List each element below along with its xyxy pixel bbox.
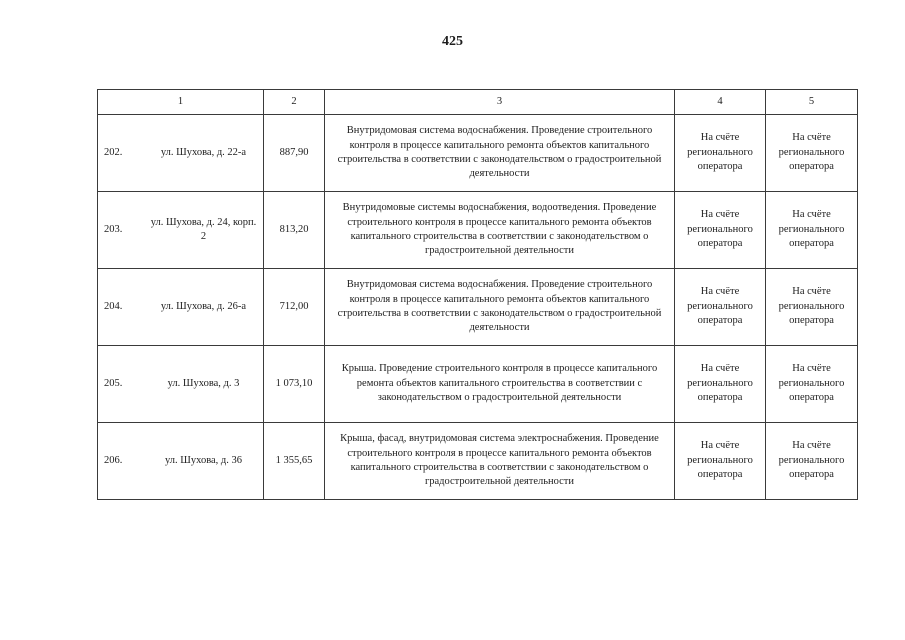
row-number: 203. [104,223,123,235]
number-address-cell [98,115,264,192]
header-cell: 4 [675,90,766,115]
row-number: 202. [104,146,123,158]
header-cell: 5 [766,90,858,115]
number-address-cell [98,423,264,500]
address: ул. Шухова, д. 3 [167,377,240,389]
funding-source-cell: На счёте регионального оператора [675,346,766,423]
work-description-cell: Крыша, фасад, внутридомовая система электроснабжения. Проведение строительного контроля в процессе капитального ремонта объектов капитального строительства в соответствии с законодательством о градостроительной деятельности [325,423,675,500]
account-cell: На счёте регионального оператора [766,192,858,269]
work-description-cell: Внутридомовые системы водоснабжения, водоотведения. Проведение строительного контроля в процессе капитального ремонта объектов капитального строительства в соответствии с законодательством о градостроительной деятельности [325,192,675,269]
work-description-cell: Внутридомовая система водоснабжения. Проведение строительного контроля в процессе капитального ремонта объектов капитального строительства в соответствии с законодательством о градостроительной деятельности [325,115,675,192]
area-cell: 887,90 [264,115,325,192]
table-row [98,423,858,500]
capital-repair-table [97,89,858,500]
area-cell: 813,20 [264,192,325,269]
table-row [98,115,858,192]
account-cell: На счёте регионального оператора [766,269,858,346]
funding-source-cell: На счёте регионального оператора [675,115,766,192]
row-number: 205. [104,377,123,389]
area-cell: 1 355,65 [264,423,325,500]
row-number: 204. [104,300,123,312]
account-cell: На счёте регионального оператора [766,423,858,500]
account-cell: На счёте регионального оператора [766,115,858,192]
page-number: 425 [442,34,463,49]
number-address-cell [98,346,264,423]
address: ул. Шухова, д. 36 [164,454,243,466]
funding-source-cell: На счёте регионального оператора [675,269,766,346]
table-row [98,192,858,269]
number-address-cell [98,269,264,346]
header-cell: 3 [325,90,675,115]
number-address-cell [98,192,264,269]
row-number: 206. [104,454,123,466]
area-cell: 1 073,10 [264,346,325,423]
account-cell: На счёте регионального оператора [766,346,858,423]
header-row [98,90,858,115]
work-description-cell: Крыша. Проведение строительного контроля в процессе капитального ремонта объектов капитального строительства в соответствии с законодательством о градостроительной деятельности [325,346,675,423]
header-cell: 1 [98,90,264,115]
funding-source-cell: На счёте регионального оператора [675,192,766,269]
address: ул. Шухова, д. 22-а [160,146,247,158]
table-row [98,346,858,423]
area-cell: 712,00 [264,269,325,346]
funding-source-cell: На счёте регионального оператора [675,423,766,500]
header-cell: 2 [264,90,325,115]
work-description-cell: Внутридомовая система водоснабжения. Проведение строительного контроля в процессе капитального ремонта объектов капитального строительства в соответствии с законодательством о градостроительной деятельности [325,269,675,346]
address: ул. Шухова, д. 26-а [160,300,247,312]
address: ул. Шухова, д. 24, корп. 2 [150,216,257,242]
table-row [98,269,858,346]
